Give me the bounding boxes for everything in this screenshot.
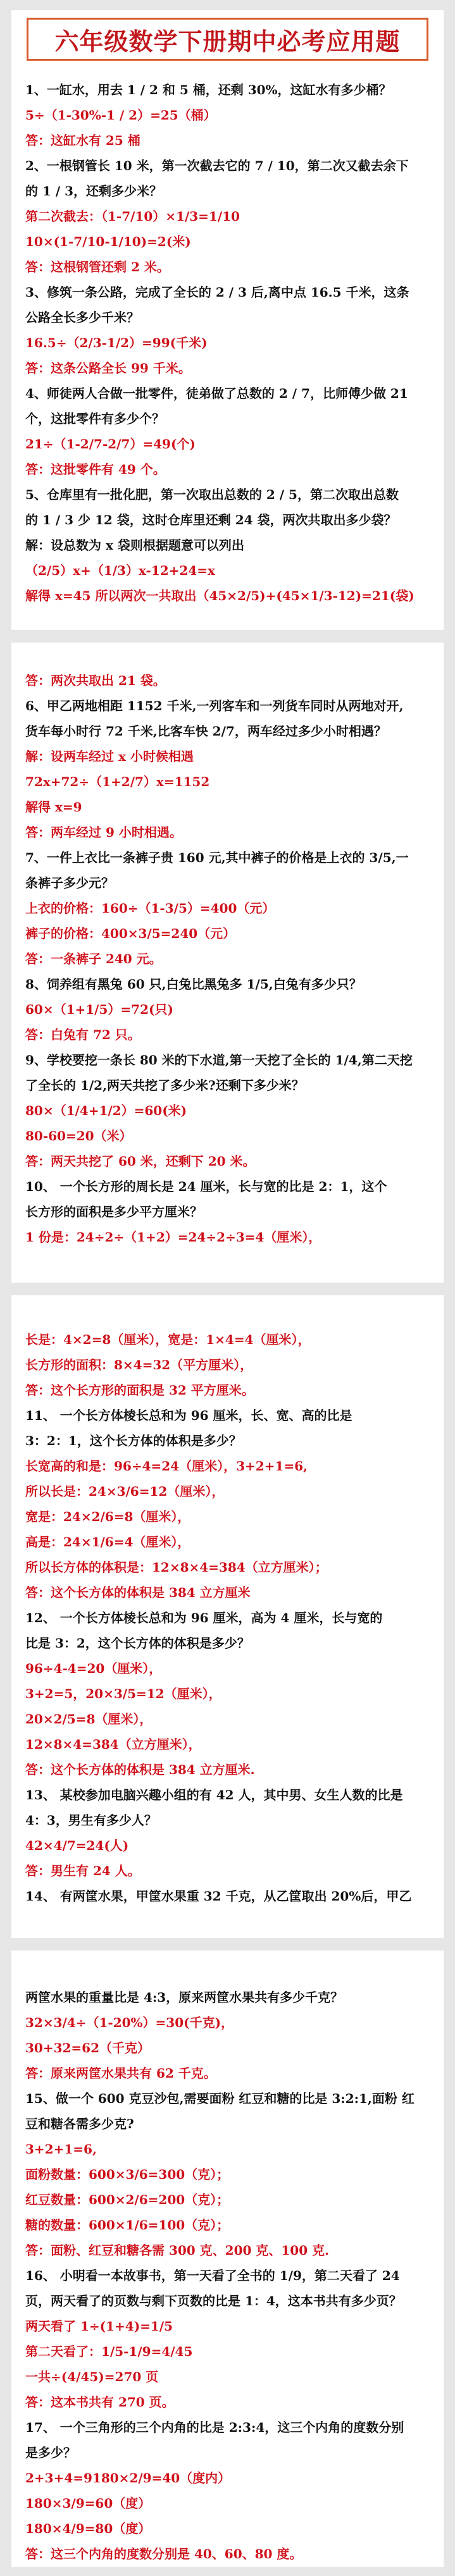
solution-line: 答：两天共挖了 60 米，还剩下 20 米。 — [25, 1154, 256, 1169]
solution-line: （2/5）x+（1/3）x-12+24=x — [25, 563, 215, 578]
question-line: 公路全长多少千米？ — [25, 310, 139, 325]
solution-line: 解得 x=45 所以两次一共取出（45×2/5)+(45×1/3-12)=21(袋) — [25, 588, 414, 603]
solution-line: 答：白兔有 72 只。 — [25, 1027, 140, 1042]
solution-line: 裤子的价格：400×3/5=240（元） — [25, 926, 236, 941]
solution-line: 第二天看了：1/5-1/9=4/45 — [25, 2344, 193, 2359]
solution-line: 30+32=62（千克） — [25, 2040, 151, 2055]
question-line: 6、甲乙两地相距 1152 千米,一列客车和一列货车同时从两地对开, — [25, 698, 404, 713]
solution-line: 长方形的面积：8×4=32（平方厘米）， — [25, 1357, 253, 1372]
solution-line: 答：两车经过 9 小时相遇。 — [25, 825, 182, 840]
solution-line: 答：男生有 24 人。 — [25, 1863, 140, 1878]
solution-line: 解得 x=9 — [25, 799, 82, 815]
solution-line: 解：设两车经过 x 小时候相遇 — [25, 749, 194, 764]
question-line: 两筐水果的重量比是 4:3，原来两筐水果共有多少千克？ — [25, 1990, 344, 2005]
question-line: 7、一件上衣比一条裤子贵 160 元,其中裤子的价格是上衣的 3/5,一 — [25, 850, 409, 865]
page-2 — [11, 643, 444, 1283]
question-line: 1、一缸水，用去 1 / 2 和 5 桶，还剩 30%，这缸水有多少桶？ — [25, 82, 392, 97]
solution-line: 面粉数量：600×3/6=300（克）； — [25, 2167, 230, 2182]
solution-line: 两天看了 1÷(1+4)=1/5 — [25, 2319, 173, 2334]
question-line: 4：3，男生有多少人？ — [25, 1813, 157, 1828]
question-line: 比是 3：2，这个长方体的体积是多少？ — [25, 1636, 250, 1651]
solution-line: 答：这缸水有 25 桶 — [25, 133, 140, 148]
solution-line: 答：这个长方体的体积是 384 立方厘米. — [25, 1762, 255, 1777]
solution-line: 20×2/5=8（厘米）， — [25, 1711, 153, 1727]
solution-line: 上衣的价格：160÷（1-3/5）=400（元） — [25, 901, 275, 916]
question-line: 8、饲养组有黑兔 60 只,白兔比黑兔多 1/5,白兔有多少只？ — [25, 977, 362, 992]
solution-line: 长是：4×2=8（厘米），宽是：1×4=4（厘米）， — [25, 1332, 311, 1347]
solution-line: 答：一条裤子 240 元。 — [25, 951, 162, 966]
question-line: 15、做一个 600 克豆沙包,需要面粉 红豆和糖的比是 3:2:1,面粉 红 — [25, 2091, 414, 2106]
solution-line: 72x+72÷（1+2/7）x=1152 — [25, 774, 210, 789]
question-line: 16、 小明看一本故事书，第一天看了全书的 1/9，第二天看了 24 — [25, 2268, 400, 2283]
page-1 — [11, 10, 444, 630]
question-line: 页，两天看了的页数与剩下页数的比是 1：4，这本书共有多少页？ — [25, 2293, 402, 2308]
page-3 — [11, 1295, 444, 1938]
solution-line: 所以长方体的体积是：12×8×4=384（立方厘米）； — [25, 1560, 328, 1575]
question-line: 17、 一个三角形的三个内角的比是 2:3:4，这三个内角的度数分别 — [25, 2420, 404, 2435]
question-line: 解：设总数为 x 袋则根据题意可以列出 — [25, 538, 244, 553]
solution-line: 180×4/9=80（度） — [25, 2521, 151, 2536]
page-2-content — [25, 668, 430, 1250]
question-line: 4、师徒两人合做一批零件，徒弟做了总数的 2 / 7，比师傅少做 21 — [25, 386, 408, 401]
solution-line: 长宽高的和是：96÷4=24（厘米），3+2+1=6, — [25, 1458, 308, 1474]
question-line: 11、 一个长方体棱长总和为 96 厘米，长、宽、高的比是 — [25, 1408, 352, 1423]
question-line: 10、 一个长方形的周长是 24 厘米，长与宽的比是 2：1，这个 — [25, 1179, 387, 1194]
page-4 — [11, 1950, 444, 2567]
page-title: 六年级数学下册期中必考应用题 — [54, 27, 401, 56]
solution-line: 答：这根钢管还剩 2 米。 — [25, 259, 170, 274]
question-line: 14、 有两筐水果，甲筐水果重 32 千克，从乙筐取出 20%后，甲乙 — [25, 1889, 412, 1904]
solution-line: 96÷4-4=20（厘米）， — [25, 1661, 162, 1676]
solution-line: 答：原来两筐水果共有 62 千克。 — [25, 2066, 216, 2081]
question-line: 个，这批零件有多少个？ — [25, 411, 165, 426]
page-1-content — [25, 77, 430, 608]
solution-line: 一共÷(4/45)=270 页 — [25, 2369, 159, 2384]
solution-line: 1 份是：24÷2÷（1+2）=24÷2÷3=4（厘米）， — [25, 1229, 321, 1245]
solution-line: 2+3+4=9180×2/9=40（度内） — [25, 2470, 231, 2486]
solution-line: 10×(1-7/10-1/10)=2(米) — [25, 234, 191, 249]
solution-line: 21÷（1-2/7-2/7）=49(个) — [25, 436, 196, 452]
solution-line: 答：这三个内角的度数分别是 40、60、80 度。 — [25, 2546, 302, 2561]
solution-line: 答：这个长方体的体积是 384 立方厘米 — [25, 1585, 251, 1600]
solution-line: 第二次截去：（1-7/10）×1/3=1/10 — [25, 209, 240, 224]
question-line: 3、修筑一条公路，完成了全长的 2 / 3 后,离中点 16.5 千米，这条 — [25, 285, 409, 300]
question-line: 12、 一个长方体棱长总和为 96 厘米，高为 4 厘米，长与宽的 — [25, 1610, 383, 1625]
solution-line: 12×8×4=384（立方厘米）， — [25, 1737, 201, 1752]
solution-line: 答：这条公路全长 99 千米。 — [25, 361, 191, 376]
solution-line: 42×4/7=24(人) — [25, 1838, 129, 1853]
solution-line: 5÷（1-30%-1 / 2）=25（桶） — [25, 108, 216, 123]
solution-line: 高是：24×1/6=4（厘米）， — [25, 1534, 190, 1550]
question-line: 5、仓库里有一批化肥，第一次取出总数的 2 / 5，第二次取出总数 — [25, 487, 399, 502]
question-line: 豆和糖各需多少克? — [25, 2116, 134, 2131]
question-line: 条裤子多少元？ — [25, 875, 114, 891]
question-line: 了全长的 1/2,两天共挖了多少米?还剩下多少米？ — [25, 1078, 304, 1093]
question-line: 长方形的面积是多少平方厘米？ — [25, 1204, 203, 1219]
question-line: 2、一根钢管长 10 米，第一次截去它的 7 / 10，第二次又截去余下 — [25, 158, 409, 173]
solution-line: 答：这个长方形的面积是 32 平方厘米。 — [25, 1383, 254, 1398]
solution-line: 32×3/4÷（1-20%）=30(千克)， — [25, 2015, 234, 2030]
solution-line: 80-60=20（米） — [25, 1128, 132, 1143]
page-4-content — [25, 1985, 430, 2567]
solution-line: 宽是：24×2/6=8（厘米）， — [25, 1509, 190, 1524]
question-line: 货车每小时行 72 千米,比客车快 2/7，两车经过多少小时相遇？ — [25, 724, 387, 739]
solution-line: 答：这本书共有 270 页。 — [25, 2394, 175, 2410]
solution-line: 糖的数量：600×1/6=100（克）； — [25, 2217, 230, 2233]
solution-line: 答：两次共取出 21 袋。 — [25, 673, 166, 688]
solution-line: 所以长是：24×3/6=12（厘米）， — [25, 1484, 225, 1499]
question-line: 13、 某校参加电脑兴趣小组的有 42 人，其中男、女生人数的比是 — [25, 1787, 403, 1803]
page-3-content — [25, 1327, 430, 1909]
question-line: 3：2：1，这个长方体的体积是多少？ — [25, 1433, 242, 1448]
question-line: 是多少？ — [25, 2445, 76, 2460]
solution-line: 3+2=5，20×3/5=12（厘米）， — [25, 1686, 221, 1701]
solution-line: 3+2+1=6, — [25, 2142, 97, 2157]
title-box — [27, 18, 428, 61]
solution-line: 60×（1+1/5）=72(只) — [25, 1002, 173, 1017]
solution-line: 16.5÷（2/3-1/2）=99(千米) — [25, 335, 208, 350]
solution-line: 80×（1/4+1/2）=60(米) — [25, 1103, 187, 1118]
question-line: 的 1 / 3 少 12 袋，这时仓库里还剩 24 袋，两次共取出多少袋？ — [25, 512, 397, 527]
solution-line: 答：面粉、红豆和糖各需 300 克、200 克、100 克. — [25, 2243, 330, 2258]
question-line: 的 1 / 3，还剩多少米？ — [25, 183, 163, 199]
solution-line: 180×3/9=60（度） — [25, 2496, 151, 2511]
solution-line: 答：这批零件有 49 个。 — [25, 462, 166, 477]
solution-line: 红豆数量：600×2/6=200（克）； — [25, 2192, 230, 2207]
question-line: 9、学校要挖一条长 80 米的下水道,第一天挖了全长的 1/4,第二天挖 — [25, 1052, 413, 1068]
